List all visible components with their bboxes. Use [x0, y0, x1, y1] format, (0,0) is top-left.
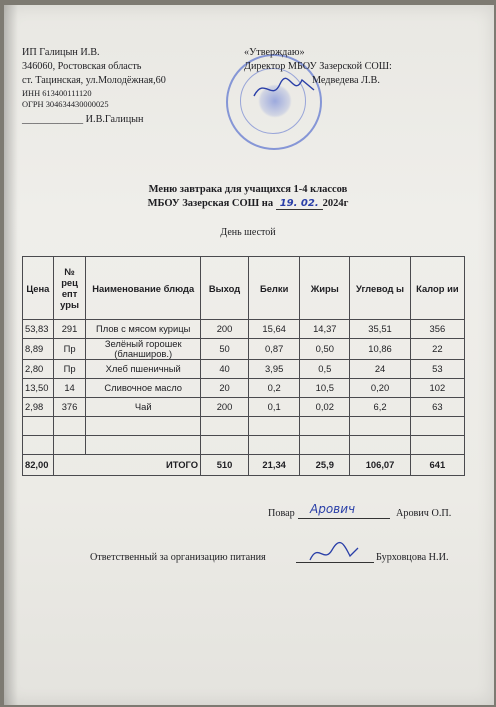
approve-position: Директор МБОУ Зазерской СОШ: — [244, 61, 392, 72]
total-protein: 21,34 — [249, 455, 300, 476]
col-price-header: Цена — [23, 257, 54, 320]
cell-dish: Хлеб пшеничный — [86, 360, 201, 379]
col-dish-header: Наименование блюда — [86, 257, 201, 320]
cell-carbs: 24 — [350, 360, 410, 379]
cell-protein: 15,64 — [249, 320, 300, 339]
cook-signature: Арович — [310, 502, 356, 516]
cell-output: 200 — [201, 320, 249, 339]
cell-protein: 3,95 — [249, 360, 300, 379]
org-address-street: ст. Тацинская, ул.Молодёжная,60 — [22, 75, 166, 86]
cook-sign-line — [298, 518, 390, 519]
org-name: ИП Галицын И.В. — [22, 47, 100, 58]
cell-output: 50 — [201, 339, 249, 360]
cell-dish: Чай — [86, 398, 201, 417]
table-row — [23, 320, 465, 339]
responsible-signature — [306, 538, 362, 568]
total-carbs: 106,07 — [350, 455, 410, 476]
org-ogrn: ОГРН 304634430000025 — [22, 100, 109, 109]
cook-name: Арович О.П. — [396, 508, 452, 519]
cell-fat: 10,5 — [300, 379, 350, 398]
cell-protein: 0,87 — [249, 339, 300, 360]
table-row-empty — [23, 417, 465, 436]
cell-price: 2,98 — [23, 398, 54, 417]
org-signature-line: ____________ И.В.Галицын — [22, 114, 144, 125]
cell-recipe: 14 — [53, 379, 86, 398]
responsible-label: Ответственный за организацию питания — [90, 552, 266, 563]
col-output-header: Выход — [201, 257, 249, 320]
org-address-region: 346060, Ростовская область — [22, 61, 142, 72]
col-protein-header: Белки — [249, 257, 300, 320]
cell-recipe: Пр — [53, 360, 86, 379]
cell-recipe: 376 — [53, 398, 86, 417]
director-signature — [250, 68, 320, 108]
cook-label: Повар — [268, 508, 295, 519]
cell-calories: 356 — [410, 320, 464, 339]
col-calories-header: Калор ии — [410, 257, 464, 320]
cell-fat: 14,37 — [300, 320, 350, 339]
approve-director-name: Медведева Л.В. — [312, 75, 380, 86]
total-calories: 641 — [410, 455, 464, 476]
col-carbs-header: Углевод ы — [350, 257, 410, 320]
cell-carbs: 0,20 — [350, 379, 410, 398]
page-shadow — [4, 5, 18, 705]
cell-output: 20 — [201, 379, 249, 398]
cell-dish: Сливочное масло — [86, 379, 201, 398]
table-row — [23, 360, 465, 379]
total-fat: 25,9 — [300, 455, 350, 476]
table-header-row — [23, 257, 465, 320]
cell-fat: 0,02 — [300, 398, 350, 417]
cell-fat: 0,50 — [300, 339, 350, 360]
cell-protein: 0,1 — [249, 398, 300, 417]
cell-output: 40 — [201, 360, 249, 379]
cell-protein: 0,2 — [249, 379, 300, 398]
col-fat-header: Жиры — [300, 257, 350, 320]
cell-recipe: 291 — [53, 320, 86, 339]
menu-subtitle-prefix: МБОУ Зазерская СОШ на — [147, 198, 274, 209]
cell-price: 2,80 — [23, 360, 54, 379]
total-output: 510 — [201, 455, 249, 476]
cell-calories: 102 — [410, 379, 464, 398]
cell-output: 200 — [201, 398, 249, 417]
menu-table — [22, 256, 465, 476]
cell-recipe: Пр — [53, 339, 86, 360]
table-row — [23, 379, 465, 398]
approve-heading: «Утверждаю» — [244, 47, 305, 58]
cell-calories: 63 — [410, 398, 464, 417]
cell-calories: 53 — [410, 360, 464, 379]
menu-day: День шестой — [220, 227, 276, 238]
table-row-empty — [23, 436, 465, 455]
cell-dish: Зелёный горошек (бланширов.) — [86, 339, 201, 360]
org-inn: ИНН 613400111120 — [22, 89, 92, 98]
cell-price: 53,83 — [23, 320, 54, 339]
cell-calories: 22 — [410, 339, 464, 360]
menu-subtitle — [0, 198, 496, 209]
total-price: 82,00 — [23, 455, 54, 476]
cell-carbs: 10,86 — [350, 339, 410, 360]
cell-fat: 0,5 — [300, 360, 350, 379]
menu-title: Меню завтрака для учащихся 1-4 классов — [148, 184, 348, 195]
table-row — [23, 339, 465, 360]
menu-subtitle-suffix: 2024г — [322, 198, 349, 209]
table-total-row — [23, 455, 465, 476]
handwritten-date: 19. 02. — [276, 198, 323, 210]
cell-price: 13,50 — [23, 379, 54, 398]
cell-carbs: 35,51 — [350, 320, 410, 339]
col-recipe-header: № рец епт уры — [53, 257, 86, 320]
responsible-name: Бурховцова Н.И. — [376, 552, 449, 563]
table-row — [23, 398, 465, 417]
cell-carbs: 6,2 — [350, 398, 410, 417]
total-label: ИТОГО — [53, 455, 200, 476]
cell-dish: Плов с мясом курицы — [86, 320, 201, 339]
cell-price: 8,89 — [23, 339, 54, 360]
